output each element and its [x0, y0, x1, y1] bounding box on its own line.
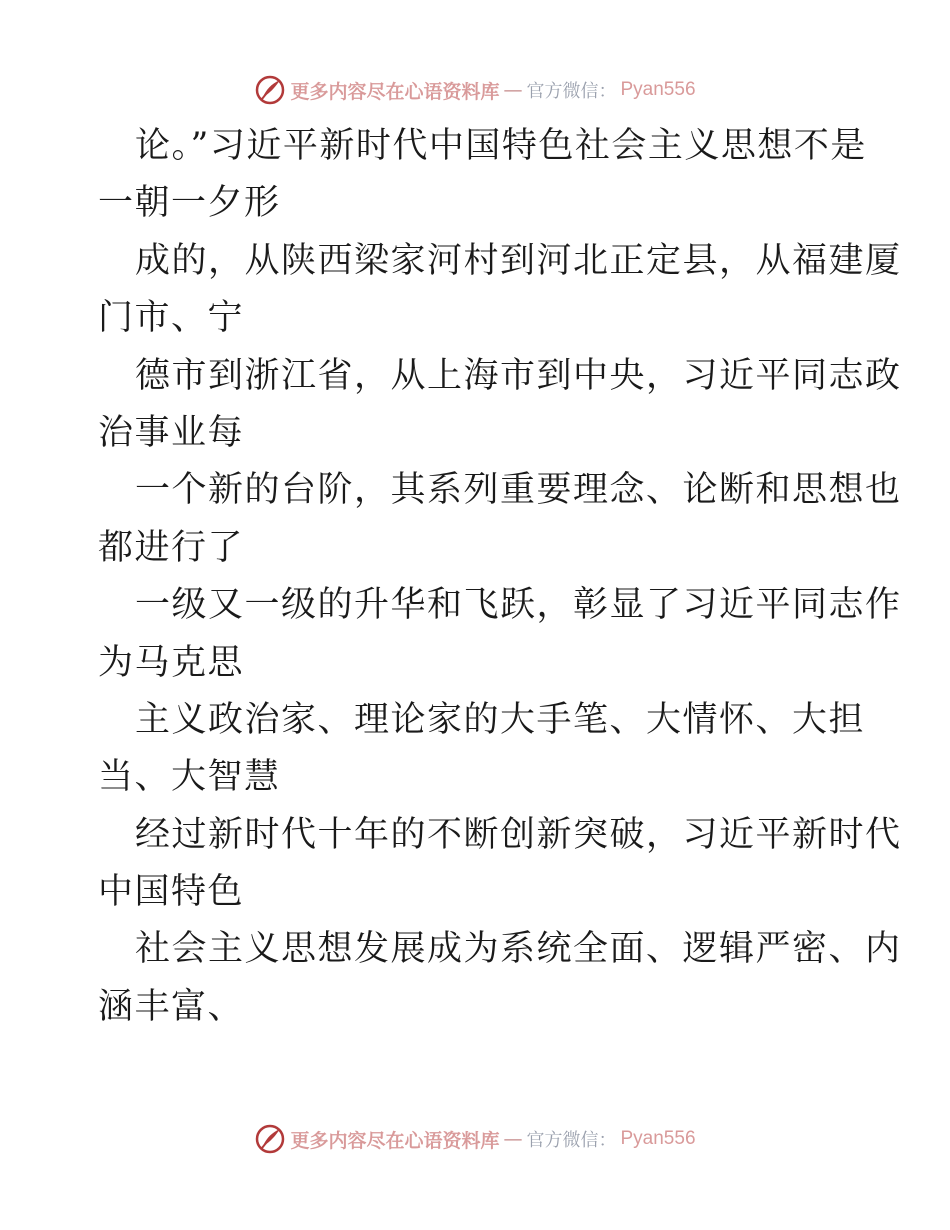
watermark-brand: 更多内容尽在心语资料库: [290, 80, 500, 103]
watermark-wechat-id: Pyan556: [620, 1128, 696, 1149]
footer-watermark: [0, 1119, 950, 1159]
watermark-wechat-label: 官方微信：: [526, 1130, 617, 1151]
text-line: 治事业每: [98, 412, 245, 453]
watermark-separator: —: [503, 1128, 523, 1150]
document-body: [98, 118, 902, 1036]
watermark-wechat-id: Pyan556: [620, 79, 696, 100]
watermark-wechat-label: 官方微信：: [526, 81, 617, 102]
text-line: 一朝一夕形: [98, 183, 281, 224]
text-line: 一级又一级的升华和飞跃，彰显了习近平同志作: [135, 585, 902, 626]
text-line: 为马克思: [98, 642, 245, 683]
text-line: 成的，从陕西梁家河村到河北正定县，从福建厦: [135, 240, 902, 281]
text-line: 中国特色: [98, 872, 245, 913]
quill-logo-icon: [254, 1123, 286, 1155]
text-line: 门市、宁: [98, 298, 245, 339]
text-line: 德市到浙江省，从上海市到中央，习近平同志政: [135, 355, 902, 396]
text-line: 社会主义思想发展成为系统全面、逻辑严密、内: [135, 929, 902, 970]
text-line: 都进行了: [98, 527, 245, 568]
quill-logo-icon: [254, 74, 286, 106]
header-watermark: [0, 70, 950, 110]
watermark-separator: —: [503, 79, 523, 101]
text-line: 涵丰富、: [98, 986, 245, 1027]
text-line: 一个新的台阶，其系列重要理念、论断和思想也: [135, 470, 902, 511]
text-line: 经过新时代十年的不断创新突破，习近平新时代: [135, 814, 902, 855]
text-line: 主义政治家、理论家的大手笔、大情怀、大担: [135, 699, 866, 740]
text-line: 当、大智慧: [98, 757, 281, 798]
text-line: 论。”习近平新时代中国特色社会主义思想不是: [135, 126, 867, 166]
watermark-brand: 更多内容尽在心语资料库: [290, 1129, 500, 1152]
